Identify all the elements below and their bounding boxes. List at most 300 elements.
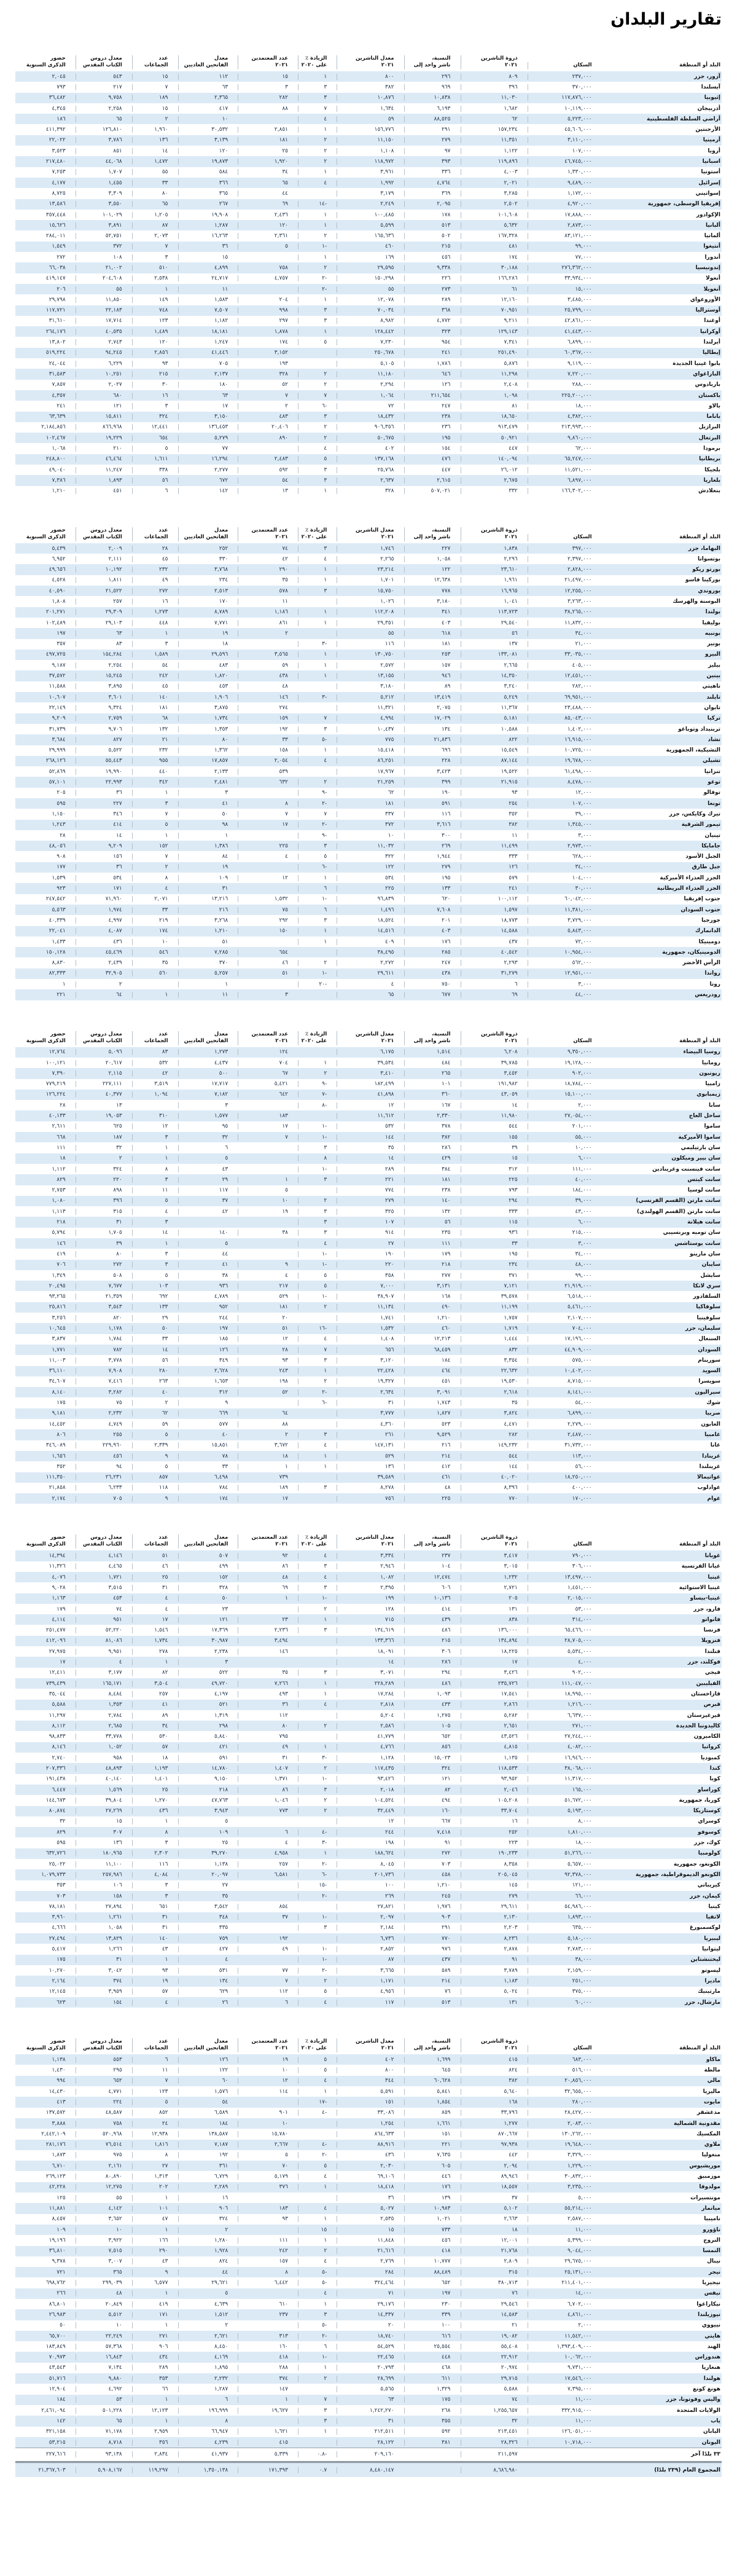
population-value: ٢,٢٧٩,٠٠٠ [528, 1421, 602, 1427]
peak-publishers-value: ١٣٣,٠٨١ [461, 651, 528, 658]
bible-studies-value: ٣,٠٤٢ [76, 1968, 132, 1974]
increase-value: ١ [298, 74, 337, 80]
memorial-value: ١١,٥٨٨ [49, 683, 66, 690]
congregations-value: ٥٣٢ [132, 1060, 178, 1066]
increase-value: ٣ [298, 2408, 337, 2414]
table-row [15, 1572, 722, 1582]
baptized-value: ٢ [238, 403, 298, 409]
bible-studies-value: ١١,٢٤٧ [76, 467, 132, 473]
congregations-value: ٢١٥ [132, 371, 178, 377]
reg-pioneers-value: ١,٥٧٦ [178, 2089, 238, 2095]
avg-publishers-value: ٨,٢٧٨ [337, 1485, 404, 1491]
table-row [15, 1944, 722, 1954]
avg-publishers-value: ٣٣٧ [337, 811, 404, 817]
country-name: السلفادور [693, 1294, 720, 1300]
table-row [15, 1774, 722, 1785]
population-value: ٣,٠٠٠ [528, 833, 602, 839]
increase-value: -٣ [298, 694, 337, 701]
peak-publishers-value: ٣,٤٢٦ [461, 1670, 528, 1676]
table-row [15, 1196, 722, 1206]
peak-publishers-value: ١,٠٤١ [461, 599, 528, 605]
ratio-value: ٧٧٨ [404, 588, 461, 594]
baptized-value: ٥٧٨ [238, 588, 298, 594]
reg-pioneers-value: ١٨,١٨١ [178, 329, 238, 335]
table-row [15, 1912, 722, 1923]
memorial-value: ٧,٣٨٦ [52, 477, 66, 484]
baptized-value: ٩٣ [238, 2216, 298, 2222]
peak-publishers-value: ٢,٨٧٨ [461, 1946, 528, 1952]
col-header-avg-publishers: معدل الناشرين ٢٠٢١ [337, 2038, 404, 2052]
country-name: الجزر العذراء البريطانية [657, 886, 720, 892]
avg-publishers-value: ١١,١٥٠ [337, 137, 404, 143]
bible-studies-value: ٢١٧ [76, 84, 132, 90]
increase-value: ٢ [298, 1723, 337, 1729]
reg-pioneers-value: ٢٣٤ [178, 577, 238, 583]
memorial-value: ٢,١٧٤ [52, 1495, 66, 1502]
bible-studies-value: ٥٥ [76, 2195, 132, 2201]
country-name: تنزانيا [704, 768, 720, 775]
table-row [15, 1933, 722, 1944]
increase-value: ٣ [298, 843, 337, 849]
increase-value: ٣ [298, 917, 337, 924]
ratio-value: ٢٦٨ [404, 2408, 461, 2414]
population-value: ١٤,٠٠٠ [528, 2290, 602, 2296]
reg-pioneers-value: ١٦,٢٩٤ [178, 456, 238, 462]
avg-publishers-value: ٣,٠٧١ [337, 1670, 404, 1676]
country-name: بلجيكا [704, 466, 720, 473]
avg-publishers-value: ١٠ [337, 833, 404, 839]
table-block-2 [15, 513, 722, 1000]
table-row [15, 199, 722, 210]
table-row [15, 543, 722, 554]
congregations-value: ١,٨١٦ [132, 2142, 178, 2148]
reg-pioneers-value: ١٧ [178, 403, 238, 409]
table-row [15, 220, 722, 230]
memorial-value: ٢٢,٠٤١ [49, 928, 66, 935]
avg-publishers-value: ٢٥,٧٦٨ [337, 467, 404, 473]
congregations-value: ١٠٣ [132, 1283, 178, 1289]
congregations-value: ٥٤ [132, 662, 178, 669]
country-name: ساموا [704, 1123, 720, 1130]
table-row [15, 905, 722, 915]
increase-value: ٣ [298, 1357, 337, 1364]
congregations-value: ٦٢ [132, 1410, 178, 1416]
congregations-value: ٣ [132, 1134, 178, 1141]
congregations-value: ٨ [132, 1166, 178, 1172]
country-name: مارتينيك [698, 1989, 720, 1995]
memorial-value: ١,٠٦٨ [52, 446, 66, 452]
reg-pioneers-value: ١١ [178, 286, 238, 293]
bible-studies-value: ١٠ [76, 2322, 132, 2328]
ratio-value: ١٩٥ [404, 435, 461, 441]
memorial-value: ١١١ [57, 1144, 66, 1151]
col-header-ratio: النسبة، ناشر واحد إلى [404, 55, 461, 69]
population-value: ٥,١٨٠,٠٠٠ [528, 1936, 602, 1942]
population-value: ٣٩,٠٠٠ [528, 811, 602, 817]
bible-studies-value: ٢٠,٦١٧ [76, 1060, 132, 1066]
country-name: تاهيتي [702, 683, 720, 690]
population-value: ١,٢٢٩,٠٠٠ [528, 2163, 602, 2169]
congregations-value: ١٤ [132, 1347, 178, 1353]
ratio-value: ١٧,٠٢٩ [404, 715, 461, 721]
ratio-value: ٣,٠٩١ [404, 1389, 461, 1396]
table-row [15, 926, 722, 937]
country-name: توفالو [703, 790, 720, 796]
peak-publishers-value: ٥,٨٧٦ [461, 361, 528, 367]
congregations-value: ٣١ [132, 1585, 178, 1591]
bible-studies-value: ٥٠٨ [76, 1273, 132, 1279]
bible-studies-value: ٨١,٠٨٦ [76, 1638, 132, 1644]
bible-studies-value: ١,٨١١ [76, 577, 132, 583]
baptized-value: ٧٥ [238, 907, 298, 913]
increase-value: ٢ [298, 1378, 337, 1384]
avg-publishers-value: ٢١,٦١٦ [337, 2248, 404, 2254]
bible-studies-value: ٣,٠٠٧ [76, 2258, 132, 2264]
congregations-value: ١,٢٧٣ [132, 609, 178, 615]
peak-publishers-value: ٢,٢٠٣ [461, 1925, 528, 1931]
congregations-value: ٥٧ [132, 1744, 178, 1750]
increase-value: ٤ [298, 446, 337, 452]
country-name: بابوا غينيا الجديدة [673, 360, 720, 367]
population-value: ١٦,٩١٥,٠٠٠ [528, 737, 602, 743]
peak-publishers-value: ٩٣٦ [461, 1230, 528, 1236]
bible-studies-value: ٦,٢٢٩ [76, 361, 132, 367]
memorial-value: ٧٢١ [57, 2269, 66, 2276]
ratio-value: ٦٥٢ [404, 1734, 461, 1740]
ratio-value: ٣٣٦ [404, 169, 461, 175]
ratio-value: ٧٦ [404, 1989, 461, 1995]
congregations-value: ٣١ [132, 1925, 178, 1931]
bible-studies-value: ٢,٢٥٤ [76, 662, 132, 669]
increase-value: ٤ [298, 1553, 337, 1559]
avg-publishers-value: ٣٦ [337, 2195, 404, 2201]
ratio-value: ١,٥١٤ [404, 1049, 461, 1055]
ratio-value: ٩٤٦ [404, 673, 461, 679]
population-value: ١,٣٤٥,٠٠٠ [528, 822, 602, 828]
congregations-value: ٢,٣٣٩ [132, 1442, 178, 1448]
ratio-value: ١٩٥ [404, 875, 461, 881]
table-row [15, 2331, 722, 2341]
memorial-value: ٤٣,٥٤٣ [49, 2365, 66, 2371]
avg-publishers-value: ٥٩ [337, 116, 404, 122]
country-name: برمودا [703, 446, 720, 452]
memorial-value: ٩,٠٢٨ [52, 1584, 66, 1591]
memorial-value: ٥,٤١٧ [52, 1946, 66, 1953]
reg-pioneers-value: ٤,٨٩٩ [178, 265, 238, 271]
country-name: أنغولا [706, 275, 720, 282]
bible-studies-value: ٢,٧٤٣ [76, 339, 132, 345]
congregations-value: ٢٧٢ [132, 588, 178, 594]
congregations-value: ٦٥٤ [132, 435, 178, 441]
peak-publishers-value: ٢٩,٥٤٦ [461, 2301, 528, 2307]
ratio-value: ١٦٠ [404, 1808, 461, 1814]
avg-publishers-value: ٤١,٧٧٩ [337, 1734, 404, 1740]
peak-publishers-value: ٨,٢٣٦ [461, 1936, 528, 1942]
congregations-value: ٣٠ [132, 382, 178, 388]
avg-publishers-value: ١,٠٨٢ [337, 1574, 404, 1581]
increase-value: ٤ [298, 1702, 337, 1708]
population-value: ٧,٢٢٠,٠٠٠ [528, 371, 602, 377]
memorial-value: ٣٢ [60, 1818, 66, 1825]
avg-publishers-value: ٧,٠٠٠ [337, 1283, 404, 1289]
col-header-bible-studies: معدل دروس الكتاب المقدس [76, 1031, 132, 1045]
table-header [15, 2024, 722, 2054]
baptized-value: ٥٩ [238, 662, 298, 669]
population-value: ١٦,٩٤٦,٠٠٠ [528, 1755, 602, 1761]
avg-publishers-value: ١١,٠٣٢ [337, 843, 404, 849]
table-header [15, 41, 722, 71]
memorial-value: ١,٥٤٩ [52, 243, 66, 250]
increase-value: ١ [298, 673, 337, 679]
col-header-reg-pioneers: معدل الفاتحين العاديين [178, 1031, 238, 1045]
avg-publishers-value: ٤ [337, 981, 404, 988]
peak-publishers-value: ١٩١,٩٨٢ [461, 1081, 528, 1087]
increase-value: ٣ [298, 1585, 337, 1591]
ratio-value: ٤٦٠ [404, 1325, 461, 1332]
table-row [15, 1753, 722, 1763]
memorial-value: ٤١٩,١٤٧ [45, 275, 66, 282]
population-value: ١٨,٠٠٠ [528, 403, 602, 409]
country-name: سورينام [698, 1357, 720, 1364]
peak-publishers-value: ٢٤١ [461, 886, 528, 892]
memorial-value: ٦٦٨ [57, 1134, 66, 1141]
reg-pioneers-value: ٤٤ [178, 1251, 238, 1257]
population-value: ٥١,٢٦٦,٠٠٠ [528, 1850, 602, 1856]
peak-publishers-value: ٢٣,٦١٠ [461, 567, 528, 573]
reg-pioneers-value: ٤٠ [178, 1432, 238, 1438]
ratio-value: ٥٩٢ [404, 2429, 461, 2435]
ratio-value: ٢١٥ [404, 1638, 461, 1644]
peak-publishers-value: ٨٧,١٤٤ [461, 758, 528, 764]
bible-studies-value: ٤,٧٤٩ [76, 1421, 132, 1427]
reg-pioneers-value: ٣٧٠ [178, 960, 238, 966]
peak-publishers-value: ١٠٠,١١٢ [461, 896, 528, 902]
ratio-value: ٢٥٣ [404, 651, 461, 658]
reg-pioneers-value: ٧,١٨٧ [178, 2142, 238, 2148]
col-header-memorial: حضور الذكرى السنوية [26, 55, 66, 68]
peak-publishers-value: ٣٧١ [461, 1273, 528, 1279]
baptized-value: ٢ [238, 630, 298, 637]
memorial-value: ١,٣٤٩ [52, 1272, 66, 1279]
country-name: الأوروغواي [690, 296, 720, 303]
congregations-value: ٥٣٠ [132, 1734, 178, 1740]
congregations-value: ٣٣ [132, 180, 178, 186]
baptized-value: ٣٧٦ [238, 2184, 298, 2190]
table-row [15, 305, 722, 316]
ratio-value: ٩١ [404, 1840, 461, 1846]
table-row [15, 681, 722, 692]
country-name: كوراساو [698, 1786, 720, 1793]
increase-value: ٤ [298, 180, 337, 186]
country-name: تركيا [707, 715, 720, 722]
avg-publishers-value: ١٤ [337, 1659, 404, 1665]
baptized-value: ٨٦ [238, 1787, 298, 1793]
reg-pioneers-value: ٣ [178, 790, 238, 796]
memorial-value: ٣٦,٨١٠ [49, 2248, 66, 2255]
memorial-value: ٢٦٨,١٢٦ [45, 758, 66, 764]
memorial-value: ٢٠٥ [57, 790, 66, 796]
population-value: ٥٥,٠٠٠ [528, 1134, 602, 1141]
increase-value: -٥ [298, 2322, 337, 2328]
reg-pioneers-value: ١,٣٨٦ [178, 843, 238, 849]
reg-pioneers-value: ٣٦١ [178, 2163, 238, 2169]
congregations-value: ١ [132, 790, 178, 796]
congregations-value: ٩ [132, 1453, 178, 1459]
memorial-value: ١٠٢,٤٦٧ [45, 434, 66, 441]
reg-pioneers-value: ١,٩٠٦ [178, 694, 238, 701]
peak-publishers-value: ١,٠٩٨ [461, 393, 528, 399]
table-row [15, 1636, 722, 1646]
reg-pioneers-value: ٩٠٦ [178, 2205, 238, 2212]
peak-publishers-value: ٨٧٠,٦٦٧ [461, 2131, 528, 2137]
peak-publishers-value: ١٢٩,١٤٣ [461, 329, 528, 335]
bible-studies-value: ١,٧٢١ [76, 1574, 132, 1581]
ratio-value: ٦٨,٤٥٩ [404, 1347, 461, 1353]
peak-publishers-value: ٧,٣٤١ [461, 339, 528, 345]
table-row [15, 2065, 722, 2075]
country-name: ماديرا [704, 1977, 720, 1984]
table-row [15, 146, 722, 156]
increase-value: ٤ [298, 1574, 337, 1581]
congregations-value: ١ [132, 2418, 178, 2424]
baptized-value: ٥,١٧٩ [238, 2174, 298, 2180]
population-value: ٣,٠٠٠ [528, 981, 602, 988]
avg-publishers-value: ٢٦١ [337, 1432, 404, 1438]
increase-value: ١ [298, 620, 337, 626]
reg-pioneers-value: ٨,٧٨٩ [178, 609, 238, 615]
increase-value: ٥ [298, 339, 337, 345]
peak-publishers-value: ١٨,٥٥٧ [461, 2184, 528, 2190]
reg-pioneers-value: ١ [178, 833, 238, 839]
baptized-value: ١,١٨٦ [238, 609, 298, 615]
memorial-value: ١٤,٤٥٢ [49, 1421, 66, 1427]
bible-studies-value: ١٠١,٠٢٩ [76, 212, 132, 218]
memorial-value: ٥٧,١٠١ [49, 779, 66, 786]
ratio-value: ٩٧٦ [404, 1946, 461, 1952]
memorial-value: ٣٥٢ [57, 1463, 66, 1470]
country-name: أنتيغوا [703, 243, 720, 250]
avg-publishers-value: ٥٢٩ [337, 1453, 404, 1459]
col-header-country: البلد أو المنطقة [679, 533, 720, 540]
reg-pioneers-value: ٣٩,٢٧٠ [178, 1850, 238, 1856]
country-name: كرواتيا [702, 1744, 720, 1751]
table-row [15, 1429, 722, 1440]
memorial-value: ١٠٢,٤٨٩ [45, 619, 66, 626]
country-name: منغوليا [701, 2152, 720, 2159]
bible-studies-value: ٩,٧٥٨ [76, 95, 132, 101]
baptized-value: ٣١ [238, 1755, 298, 1761]
peak-publishers-value: ١٤ [461, 1102, 528, 1109]
table-row [15, 1806, 722, 1816]
population-value: ١١,٨٣٢,٠٠٠ [528, 620, 602, 626]
baptized-value: ٨٨ [238, 1421, 298, 1427]
country-name: مارشال، جزر [685, 1999, 720, 2006]
population-value: ٣,٢٦٣,٠٠٠ [528, 599, 602, 605]
memorial-value: ٢٧٢ [57, 254, 66, 261]
reg-pioneers-value: ٢١٦ [178, 907, 238, 913]
reg-pioneers-value: ١٩٦,٩٩٩ [178, 2408, 238, 2414]
congregations-value: ٢٦٣ [132, 1378, 178, 1384]
reg-pioneers-value: ١٧٠ [178, 599, 238, 605]
peak-publishers-value: ١,٧٥٧ [461, 1315, 528, 1321]
memorial-value: ١٠,٦٠٧ [49, 694, 66, 701]
congregations-value: ٣ [132, 1219, 178, 1225]
ratio-value: ٢٨٦ [404, 1145, 461, 1151]
peak-publishers-value: ٥,٢٤٩ [461, 694, 528, 701]
bible-studies-value: ٢,٢٣٢ [76, 1410, 132, 1416]
peak-publishers-value: ١,٩٦١ [461, 577, 528, 583]
increase-value: ٢ [298, 1978, 337, 1984]
table-row [15, 1859, 722, 1869]
memorial-value: ٥,٤٣٩ [52, 545, 66, 552]
increase-value: ٨ [298, 1155, 337, 1161]
congregations-value: ١٤ [132, 1230, 178, 1236]
population-value: ٣٨,٠٦٨,٠٠٠ [528, 1765, 602, 1772]
peak-publishers-value: ٢,٠٤٦ [461, 1787, 528, 1793]
reg-pioneers-value: ١٠ [178, 116, 238, 122]
bible-studies-value: ١,٣٥٣ [76, 1702, 132, 1708]
memorial-value: ١١,٠٠٣ [49, 1357, 66, 1364]
congregations-value: ١ [132, 630, 178, 637]
peak-publishers-value: ٣,٢٨٥ [461, 190, 528, 197]
avg-publishers-value: ٤٠٢ [337, 2057, 404, 2063]
reg-pioneers-value: ٦٢٩ [178, 1989, 238, 1995]
population-value: ٢,٨٢٨,٠٠٠ [528, 567, 602, 573]
table-row [15, 1121, 722, 1132]
congregations-value: ٤٠ [132, 1389, 178, 1396]
peak-publishers-value: ٤,٨١٥ [461, 1744, 528, 1750]
table-row [15, 2299, 722, 2309]
population-value: ٥٣,٠٠٠ [528, 1606, 602, 1612]
congregations-value: ١,٠٩٤ [132, 1091, 178, 1098]
increase-value: ٢ [298, 1198, 337, 1204]
peak-publishers-value: ١٩,٠٨٢ [461, 2333, 528, 2339]
avg-publishers-value: ١٨,٤٣٢ [337, 414, 404, 420]
bible-studies-value: ٤ [76, 1659, 132, 1665]
table-row [15, 1376, 722, 1387]
country-name: الدانمارك [695, 928, 720, 935]
avg-publishers-value: ٢٩,٣٥١ [337, 620, 404, 626]
population-value: ٦,٨٩٧,٠٠٠ [528, 477, 602, 484]
congregations-value: ١٤٩ [132, 297, 178, 303]
memorial-value: ٢١٨ [57, 1219, 66, 1226]
baptized-value: ٢,٦٦٧ [238, 2142, 298, 2148]
avg-publishers-value: ١٠٠,٤٨٥ [337, 212, 404, 218]
baptized-value: ١٩٨ [238, 1378, 298, 1384]
increase-value: ١ [298, 1681, 337, 1687]
ratio-value: ١,٠٥٨ [404, 556, 461, 562]
peak-publishers-value: ٧٧٠ [461, 1496, 528, 1502]
ratio-value: ٢٨٩ [404, 297, 461, 303]
bible-studies-value: ٢,١١١ [76, 556, 132, 562]
table-row [15, 1869, 722, 1880]
population-value: ٥,٨٤٣,٠٠٠ [528, 928, 602, 934]
baptized-value: ٣,١٥٢ [238, 350, 298, 356]
increase-value: ٢ [298, 1304, 337, 1310]
congregations-value: ٢٧٨ [132, 1649, 178, 1655]
baptized-value: ٨ [238, 2269, 298, 2276]
baptized-value: ٢,٨٥١ [238, 127, 298, 133]
peak-publishers-value: ٩٣,٩٥٢ [461, 1776, 528, 1782]
population-value: ٣٤,٠٠٠ [528, 630, 602, 637]
bible-studies-value: ٥٥ [76, 286, 132, 293]
baptized-value: ٦٥٤ [238, 949, 298, 956]
bible-studies-value: ٨٢٧ [76, 737, 132, 743]
congregations-value: ٣ [132, 1882, 178, 1888]
baptized-value: ١٢٠ [238, 222, 298, 229]
table-row [15, 1079, 722, 1090]
table-row [15, 968, 722, 979]
